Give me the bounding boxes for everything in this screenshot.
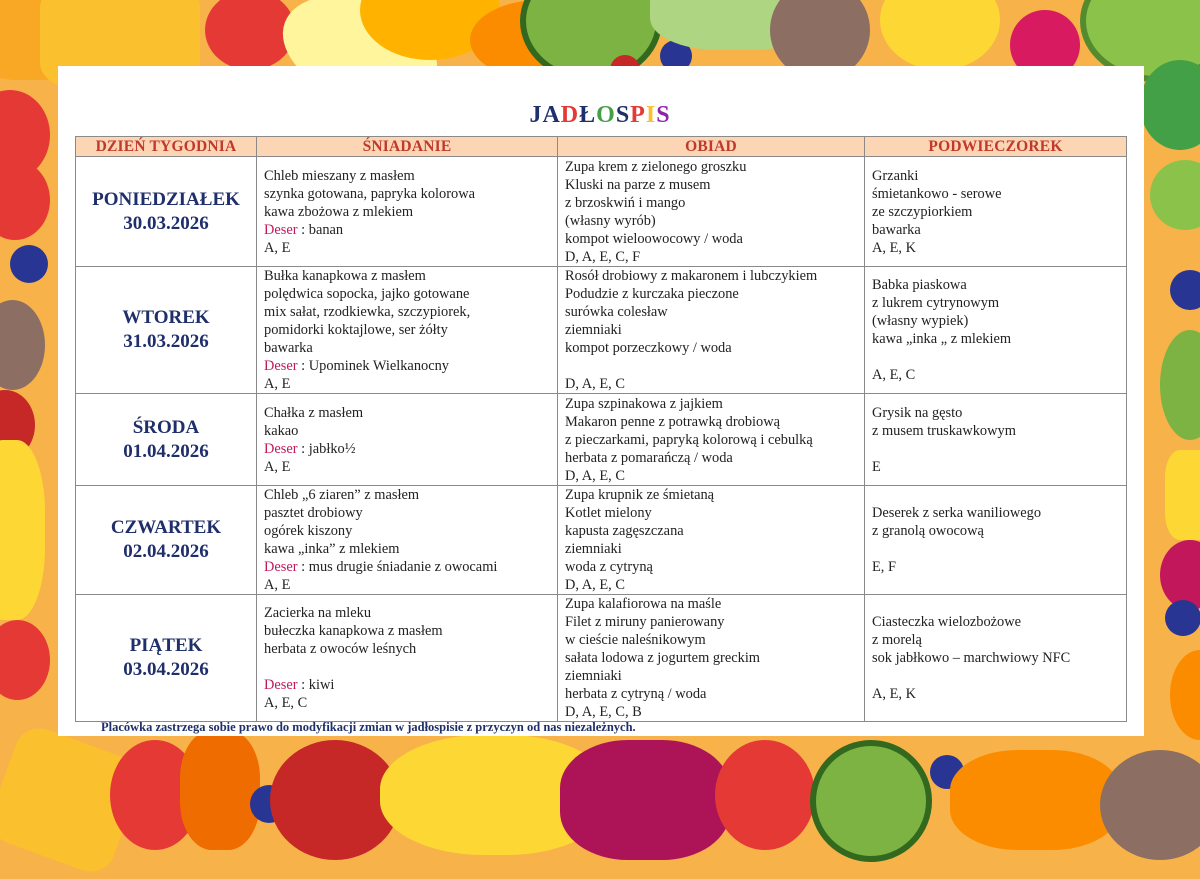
- menu-line: herbata z owoców leśnych: [264, 641, 417, 657]
- menu-line: Podudzie z kurczaka pieczone: [565, 286, 739, 302]
- snack-cell: [865, 394, 1127, 486]
- header-day: DZIEŃ TYGODNIA: [76, 137, 257, 157]
- title-letter: J: [529, 102, 543, 128]
- header-lunch: OBIAD: [558, 137, 865, 157]
- lunch-cell: [558, 267, 865, 394]
- menu-line: (własny wyrób): [565, 212, 656, 229]
- menu-line: ogórek kiszony: [264, 523, 353, 539]
- blueberry-image: [10, 245, 48, 283]
- title-letter: O: [596, 102, 616, 128]
- title-letter: I: [645, 102, 657, 128]
- menu-line: Grzanki: [872, 167, 919, 184]
- blueberry-image: [1170, 270, 1200, 310]
- menu-line: Zupa szpinakowa z jajkiem: [565, 395, 723, 412]
- menu-line: Grysik na gęsto: [872, 404, 963, 421]
- strawberry-image: [0, 620, 50, 700]
- dessert-line: [264, 440, 550, 458]
- dessert-line: [264, 221, 550, 239]
- header-breakfast: ŚNIADANIE: [257, 137, 558, 157]
- menu-line: z pieczarkami, papryką kolorową i cebulką: [565, 431, 813, 448]
- menu-line: Chleb „6 ziaren” z masłem: [264, 487, 420, 503]
- blank-line: [264, 658, 550, 676]
- strawberry-image: [205, 0, 295, 70]
- table-row: [76, 267, 1127, 394]
- menu-line: Zupa krupnik ze śmietaną: [565, 487, 715, 503]
- breakfast-cell: [257, 157, 558, 267]
- menu-line: Chleb mieszany z masłem: [264, 167, 415, 184]
- breakfast-cell: [257, 595, 558, 722]
- menu-line: Rosół drobiowy z makaronem i lubczykiem: [565, 268, 818, 284]
- menu-line: A, E, K: [872, 686, 916, 702]
- table-row: [76, 486, 1127, 595]
- menu-line: Makaron penne z potrawką drobiową: [565, 413, 780, 430]
- disclaimer-note: Placówka zastrzega sobie prawo do modyfikacji zmian w jadłospisie z przyczyn od nas niezależnych.: [101, 720, 636, 734]
- lunch-cell: [558, 157, 865, 267]
- menu-line: z morelą: [872, 632, 922, 648]
- day-name: PONIEDZIAŁEK: [92, 188, 240, 210]
- day-name: CZWARTEK: [110, 517, 222, 538]
- kiwi-image: [0, 300, 45, 390]
- menu-line: A, E: [264, 239, 291, 256]
- menu-line: kakao: [264, 422, 299, 439]
- pineapple-image: [1165, 450, 1200, 540]
- breakfast-cell: [257, 267, 558, 394]
- day-cell: [76, 595, 257, 722]
- day-date: 03.04.2026: [123, 659, 209, 680]
- menu-line: A, E: [264, 458, 291, 475]
- menu-line: polędwica sopocka, jajko gotowane: [264, 286, 470, 302]
- dessert-line: [264, 357, 550, 375]
- day-name: PIĄTEK: [129, 635, 203, 656]
- menu-line: Ciasteczka wielozbożowe: [872, 614, 1022, 630]
- table-header-row: [76, 137, 1127, 157]
- strawberry-image: [0, 160, 50, 240]
- blueberry-image: [1165, 600, 1200, 636]
- day-name: ŚRODA: [132, 416, 200, 438]
- kiwi-image: [810, 740, 932, 862]
- menu-line: herbata z pomarańczą / woda: [565, 449, 733, 466]
- title-letter: A: [542, 102, 561, 128]
- blank-line: [565, 357, 857, 375]
- menu-line: szynka gotowana, papryka kolorowa: [264, 185, 475, 202]
- menu-line: Babka piaskowa: [872, 277, 967, 293]
- menu-line: kompot porzeczkowy / woda: [565, 340, 732, 356]
- menu-line: Zupa krem z zielonego groszku: [565, 158, 747, 175]
- blank-line: [872, 440, 1119, 458]
- day-name: WTOREK: [122, 307, 210, 328]
- menu-line: E, F: [872, 559, 896, 575]
- menu-line: sok jabłkowo – marchwiowy NFC: [872, 650, 1071, 666]
- day-cell: [76, 486, 257, 595]
- lemon-image: [880, 0, 1000, 70]
- menu-line: kapusta zagęszczana: [565, 523, 684, 539]
- menu-line: kawa zbożowa z mlekiem: [264, 203, 414, 220]
- blank-line: [872, 667, 1119, 685]
- papaya-image: [950, 750, 1120, 850]
- kiwi-image: [1150, 160, 1200, 230]
- menu-line: D, A, E, C, B: [565, 704, 642, 720]
- snack-cell: [865, 486, 1127, 595]
- menu-line: śmietankowo - serowe: [872, 185, 1002, 202]
- menu-line: herbata z cytryną / woda: [565, 686, 707, 702]
- lunch-cell: [558, 394, 865, 486]
- day-date: 30.03.2026: [123, 212, 209, 234]
- header-snack: PODWIECZOREK: [865, 137, 1127, 157]
- menu-line: Kotlet mielony: [565, 505, 652, 521]
- dessert-item: : banan: [297, 221, 344, 238]
- menu-line: kompot wieloowocowy / woda: [565, 230, 743, 247]
- day-cell: [76, 267, 257, 394]
- dessert-label: Deser: [264, 358, 298, 374]
- banana-image: [0, 440, 45, 620]
- snack-cell: [865, 267, 1127, 394]
- dessert-line: [264, 558, 550, 576]
- breakfast-cell: [257, 394, 558, 486]
- menu-line: A, E, K: [872, 239, 916, 256]
- menu-line: A, E: [264, 577, 291, 593]
- menu-line: Zacierka na mleku: [264, 605, 372, 621]
- strawberry-image: [715, 740, 815, 850]
- apple-image: [1160, 330, 1200, 440]
- lunch-cell: [558, 595, 865, 722]
- title-letter: S: [615, 102, 631, 128]
- menu-line: z lukrem cytrynowym: [872, 295, 1000, 311]
- orange-image: [1170, 650, 1200, 740]
- menu-line: ziemniaki: [565, 322, 622, 338]
- menu-line: ziemniaki: [565, 668, 622, 684]
- menu-line: bułeczka kanapkowa z masłem: [264, 623, 443, 639]
- menu-line: Chałka z masłem: [264, 404, 364, 421]
- menu-line: ze szczypiorkiem: [872, 203, 973, 220]
- dessert-item: : Upominek Wielkanocny: [297, 358, 449, 374]
- menu-line: Bułka kanapkowa z masłem: [264, 268, 426, 284]
- dessert-item: : mus drugie śniadanie z owocami: [297, 559, 498, 575]
- menu-line: A, E, C: [264, 695, 308, 711]
- menu-line: mix sałat, rzodkiewka, szczypiorek,: [264, 304, 471, 320]
- day-date: 31.03.2026: [123, 331, 209, 352]
- table-row: [76, 394, 1127, 486]
- menu-line: Zupa kalafiorowa na maśle: [565, 596, 722, 612]
- menu-line: w cieście naleśnikowym: [565, 632, 706, 648]
- menu-line: Deserek z serka waniliowego: [872, 505, 1042, 521]
- menu-line: D, A, E, C: [565, 376, 625, 392]
- day-date: 01.04.2026: [123, 440, 209, 462]
- menu-line: bawarka: [264, 340, 313, 356]
- menu-line: D, A, E, C, F: [565, 248, 641, 265]
- menu-line: kawa „inka „ z mlekiem: [872, 331, 1012, 347]
- snack-cell: [865, 595, 1127, 722]
- menu-line: ziemniaki: [565, 541, 622, 557]
- title-letter: Ł: [579, 102, 597, 128]
- table-row: [76, 157, 1127, 267]
- menu-line: Kluski na parze z musem: [565, 176, 711, 193]
- page-title: [0, 102, 1200, 129]
- dessert-label: Deser: [264, 440, 298, 457]
- menu-line: surówka colesław: [565, 304, 668, 320]
- table-row: [76, 595, 1127, 722]
- dessert-label: Deser: [264, 559, 298, 575]
- dessert-label: Deser: [264, 677, 298, 693]
- menu-line: D, A, E, C: [565, 467, 625, 484]
- menu-line: z brzoskwiń i mango: [565, 194, 686, 211]
- menu-line: Filet z miruny panierowany: [565, 614, 725, 630]
- menu-line: (własny wypiek): [872, 313, 969, 329]
- menu-line: pasztet drobiowy: [264, 505, 363, 521]
- menu-line: bawarka: [872, 221, 921, 238]
- menu-line: z musem truskawkowym: [872, 422, 1016, 439]
- blank-line: [872, 348, 1119, 366]
- menu-line: kawa „inka” z mlekiem: [264, 541, 400, 557]
- snack-cell: [865, 157, 1127, 267]
- menu-line: z granolą owocową: [872, 523, 984, 539]
- title-letter: D: [560, 102, 580, 128]
- menu-line: A, E: [264, 376, 291, 392]
- title-letter: S: [656, 102, 671, 128]
- menu-line: pomidorki koktajlowe, ser żółty: [264, 322, 448, 338]
- day-cell: [76, 394, 257, 486]
- menu-line: D, A, E, C: [565, 577, 625, 593]
- mango-image: [180, 730, 260, 850]
- blank-line: [872, 540, 1119, 558]
- kiwi-image: [1100, 750, 1200, 860]
- dessert-item: : jabłko½: [297, 440, 356, 457]
- dessert-label: Deser: [264, 221, 298, 238]
- breakfast-cell: [257, 486, 558, 595]
- menu-line: woda z cytryną: [565, 559, 653, 575]
- menu-table: [75, 136, 1127, 722]
- day-date: 02.04.2026: [123, 541, 209, 562]
- menu-line: A, E, C: [872, 367, 916, 383]
- menu-line: E: [872, 458, 881, 475]
- menu-line: sałata lodowa z jogurtem greckim: [565, 650, 761, 666]
- day-cell: [76, 157, 257, 267]
- dessert-line: [264, 676, 550, 694]
- grapes-image: [560, 740, 730, 860]
- title-letter: P: [630, 102, 646, 128]
- dessert-item: : kiwi: [297, 677, 335, 693]
- lunch-cell: [558, 486, 865, 595]
